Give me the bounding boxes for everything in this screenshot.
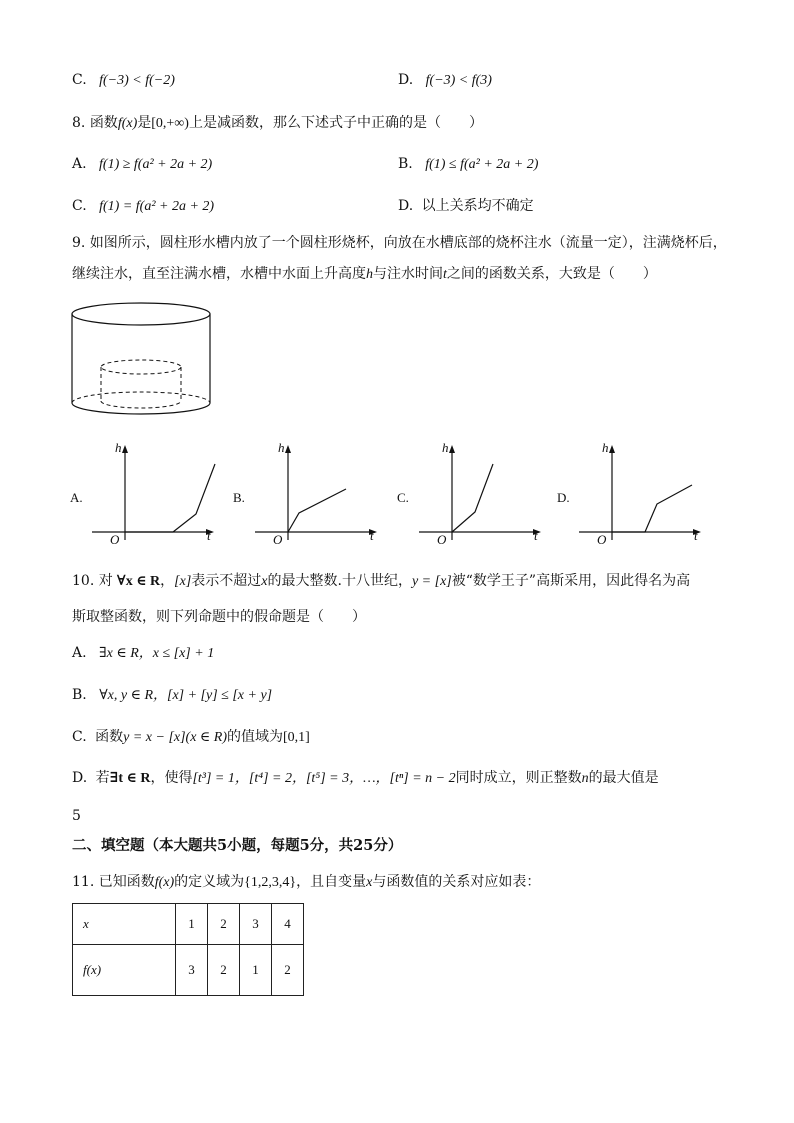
tank-bottom-back: [72, 392, 210, 403]
graph-axes: [557, 440, 707, 555]
vertical-axis-arrow: [449, 445, 455, 453]
q10-option-d-continued: 5: [72, 808, 81, 824]
vertical-axis-label: h: [442, 440, 449, 455]
vertical-axis-label: h: [602, 440, 609, 455]
q11-stem: 11. 已知函数f(x)的定义域为{1,2,3,4}，且自变量x与函数值的关系对应如表：: [72, 874, 541, 890]
q8-option-c: C. f(1) = f(a² + 2a + 2): [72, 198, 215, 214]
q8-option-a: A. f(1) ≥ f(a² + 2a + 2): [72, 156, 213, 172]
table-row: [73, 945, 304, 996]
origin-label: O: [597, 532, 607, 547]
q10-stem-line2: 斯取整函数，则下列命题中的假命题是（ ）: [72, 609, 366, 625]
q10-option-c: C. 函数y = x − [x](x ∈ R)的值域为[0,1]: [72, 729, 310, 745]
tank-top-rim: [72, 303, 210, 325]
table-row-header: f(x): [73, 945, 176, 996]
origin-label: O: [110, 532, 120, 547]
q9-stem-line1: 9. 如图所示，圆柱形水槽内放了一个圆柱形烧杯，向放在水槽底部的烧杯注水（流量一定），注满烧杯后，: [72, 235, 727, 251]
beaker-top: [101, 360, 181, 374]
q10-option-d: D. 若∃t ∈ R，使得[t³] = 1，[t⁴] = 2，[t⁵] = 3，…，[tⁿ] = n − 2同时成立，则正整数n的最大值是: [72, 770, 659, 786]
q8-option-b: B. f(1) ≤ f(a² + 2a + 2): [398, 156, 539, 172]
q8-stem: 8. 函数f(x)是[0,+∞)上是减函数，那么下述式子中正确的是（ ）: [72, 115, 483, 131]
q10-stem-line1: 10. 对 ∀x ∈ R，[x]表示不超过x的最大整数.十八世纪，y = [x]被“数学王子”高斯采用，因此得名为高: [72, 573, 691, 589]
value-table: [72, 903, 304, 996]
beaker-bottom: [101, 401, 181, 408]
q7-option-d: D. f(−3) < f(3): [398, 72, 492, 88]
graph-option-a: [70, 440, 220, 555]
table-cell: 2: [272, 945, 304, 996]
graph-curve: [288, 489, 346, 532]
table-cell: 3: [240, 904, 272, 945]
table-row: [73, 904, 304, 945]
table-cell: 4: [272, 904, 304, 945]
graph-curve: [125, 464, 215, 532]
origin-label: O: [437, 532, 447, 547]
graph-option-label: B.: [233, 490, 245, 505]
graph-option-label: A.: [70, 490, 83, 505]
horizontal-axis-label: t: [370, 528, 374, 543]
table-cell: 1: [176, 904, 208, 945]
graph-curve: [452, 464, 493, 532]
vertical-axis-arrow: [609, 445, 615, 453]
graph-axes: [233, 440, 383, 555]
vertical-axis-arrow: [122, 445, 128, 453]
tank-bottom-front: [72, 403, 210, 414]
q10-option-a: A. ∃x ∈ R，x ≤ [x] + 1: [72, 645, 215, 661]
vertical-axis-arrow: [285, 445, 291, 453]
origin-label: O: [273, 532, 283, 547]
graph-option-c: [397, 440, 547, 555]
vertical-axis-label: h: [115, 440, 122, 455]
graph-axes: [397, 440, 547, 555]
graph-option-b: [233, 440, 383, 555]
graph-option-d: [557, 440, 707, 555]
q10-option-b: B. ∀x, y ∈ R，[x] + [y] ≤ [x + y]: [72, 687, 273, 703]
q9-stem-line2: 继续注水，直至注满水槽，水槽中水面上升高度h与注水时间t之间的函数关系，大致是（ ）: [72, 266, 657, 282]
table-cell: 2: [208, 945, 240, 996]
graph-option-label: C.: [397, 490, 409, 505]
cylinder-diagram: [70, 300, 220, 422]
table-cell: 2: [208, 904, 240, 945]
table-row-header: x: [73, 904, 176, 945]
graph-axes: [70, 440, 220, 555]
table-cell: 3: [176, 945, 208, 996]
table-cell: 1: [240, 945, 272, 996]
q7-option-c-expr: f(−3) < f(−2): [99, 73, 175, 88]
horizontal-axis-label: t: [207, 528, 211, 543]
horizontal-axis-label: t: [694, 528, 698, 543]
vertical-axis-label: h: [278, 440, 285, 455]
q8-option-d: D. 以上关系均不确定: [398, 198, 534, 214]
horizontal-axis-label: t: [534, 528, 538, 543]
section-title: 二、填空题（本大题共5小题，每题5分，共25分）: [72, 837, 403, 854]
q7-option-d-expr: f(−3) < f(3): [425, 73, 492, 88]
graph-curve: [612, 485, 692, 532]
q7-option-c: C. f(−3) < f(−2): [72, 72, 175, 88]
graph-option-label: D.: [557, 490, 570, 505]
